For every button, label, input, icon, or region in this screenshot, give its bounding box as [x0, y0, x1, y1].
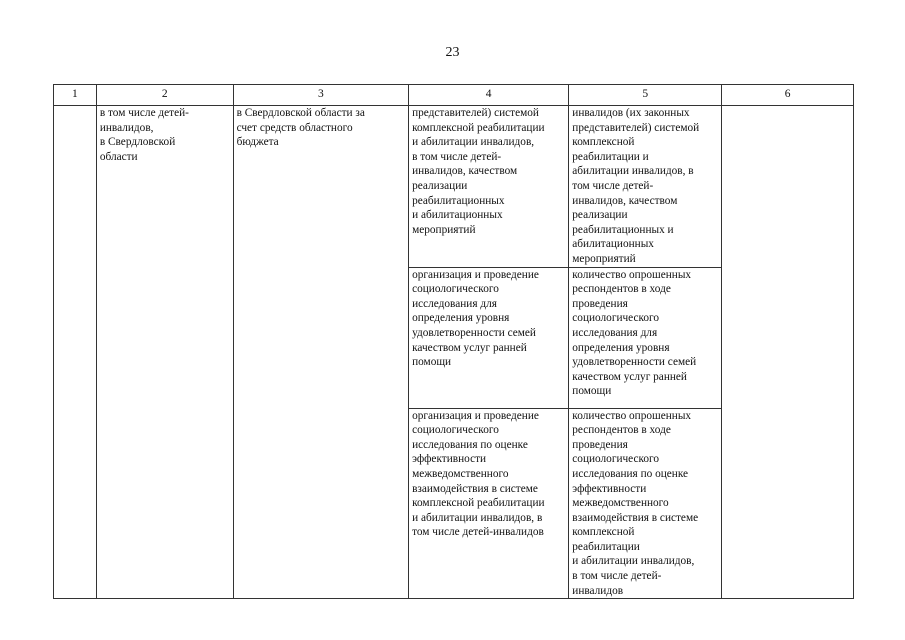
cell-col5-indicator: количество опрошенных респондентов в ходе проведения социологического исследования по оценке эффективности межведомственного взаимодействия в системе комплексной реабилитации и абилитации инвалидов, в том числе детей- инвалидов — [569, 408, 722, 599]
cell-col2-population: в том числе детей- инвалидов, в Свердловской области — [96, 106, 233, 599]
column-number-5: 5 — [569, 85, 722, 106]
cell-col4-activity: представителей) системой комплексной реабилитации и абилитации инвалидов, в том числе детей- инвалидов, качеством реализации реабилитационных и абилитационных мероприятий — [409, 106, 569, 268]
column-number-2: 2 — [96, 85, 233, 106]
cell-col4-activity: организация и проведение социологического исследования по оценке эффективности межведомственного взаимодействия в системе комплексной реабилитации и абилитации инвалидов, в том числе детей-инвалидов — [409, 408, 569, 599]
table-header-row — [54, 85, 854, 106]
cell-col6 — [722, 106, 854, 599]
column-number-1: 1 — [54, 85, 97, 106]
page-number: 23 — [445, 45, 460, 60]
cell-col5-indicator: инвалидов (их законных представителей) системой комплексной реабилитации и абилитации инвалидов, в том числе детей- инвалидов, качеством реализации реабилитационных и абилитационных мероприятий — [569, 106, 722, 268]
table-row — [54, 106, 854, 268]
cell-col5-indicator: количество опрошенных респондентов в ходе проведения социологического исследования для определения уровня удовлетворенности семей качеством услуг ранней помощи — [569, 267, 722, 408]
document-table — [53, 84, 854, 599]
column-number-4: 4 — [409, 85, 569, 106]
cell-col3-funding: в Свердловской области за счет средств областного бюджета — [233, 106, 409, 599]
column-number-6: 6 — [722, 85, 854, 106]
cell-col4-activity: организация и проведение социологического исследования для определения уровня удовлетворенности семей качеством услуг ранней помощи — [409, 267, 569, 408]
column-number-3: 3 — [233, 85, 409, 106]
cell-col1 — [54, 106, 97, 599]
